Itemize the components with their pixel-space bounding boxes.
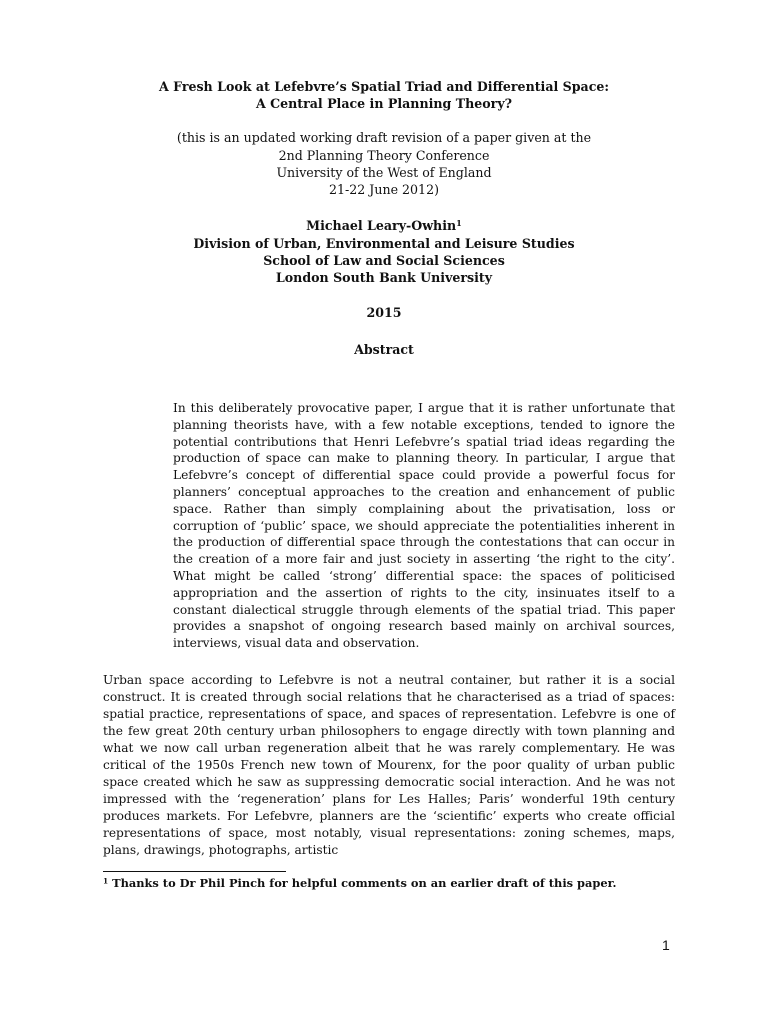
footnote-marker: 1	[103, 876, 109, 886]
author-school: School of Law and Social Sciences	[263, 252, 505, 268]
paper-title-line-2: A Central Place in Planning Theory?	[255, 96, 513, 112]
author-university: London South Bank University	[275, 269, 493, 285]
draft-note-line-4: 21-22 June 2012)	[329, 182, 439, 198]
publication-year: 2015	[366, 305, 402, 321]
author-footnote-marker: 1	[456, 218, 462, 229]
title-block	[0, 78, 768, 359]
author-name-text: Michael Leary-Owhin	[306, 218, 457, 234]
draft-note-line-3: University of the West of England	[276, 164, 492, 180]
footnote-divider	[103, 871, 286, 872]
footnote	[103, 876, 617, 890]
author-division: Division of Urban, Environmental and Leisure Studies	[193, 235, 575, 251]
author-name	[0, 215, 768, 234]
abstract-text: In this deliberately provocative paper, I argue that it is rather unfortunate that planning theorists have, with a few notable exceptions, tended to ignore the potential contributions that Henri Lefebvre’s spatial triad ideas regarding the production of space can make to planning theory. In particular, I argue that Lefebvre’s concept of differential space could provide a powerful focus for planners’ conceptual approaches to the creation and enhancement of public space. Rather than simply complaining about the privatisation, loss or corruption of ‘public’ space, we should appreciate the potentialities inherent in the production of differential space through the contestations that can occur in the creation of a more fair and just society in asserting ‘the right to the city’. What might be called ‘strong’ differential space: the spaces of politicised appropriation and the assertion of rights to the city, insinuates itself to a constant dialectical struggle through elements of the spatial triad. This paper provides a snapshot of ongoing research based mainly on archival sources, interviews, visual data and observation.	[173, 401, 675, 651]
footnote-text: Thanks to Dr Phil Pinch for helpful comments on an earlier draft of this paper.	[108, 876, 617, 890]
abstract-heading: Abstract	[354, 342, 414, 358]
body-paragraph: Urban space according to Lefebvre is not a neutral container, but rather it is a social construct. It is created through social relations that he characterised as a triad of spaces: spatial practice, representations of space, and spaces of representation. Lefebvre is one of the few great 20th century urban philosophers to engage directly with town planning and what we now call urban regeneration albeit that he was rarely complementary. He was critical of the 1950s French new town of Mourenx, for the poor quality of urban public space created which he saw as suppressing democratic social interaction. And he was not impressed with the ‘regeneration’ plans for Les Halles; Paris’ wonderful 19th century produces markets. For Lefebvre, planners are the ‘scientific’ experts who create official representations of space, most notably, visual representations: zoning schemes, maps, plans, drawings, photographs, artistic	[103, 673, 675, 857]
page-number: 1	[662, 937, 670, 953]
paper-title-line-1: A Fresh Look at Lefebvre’s Spatial Triad and Differential Space:	[158, 79, 610, 94]
draft-note-line-1: (this is an updated working draft revision of a paper given at the	[176, 130, 592, 146]
draft-note-line-2: 2nd Planning Theory Conference	[278, 147, 490, 163]
